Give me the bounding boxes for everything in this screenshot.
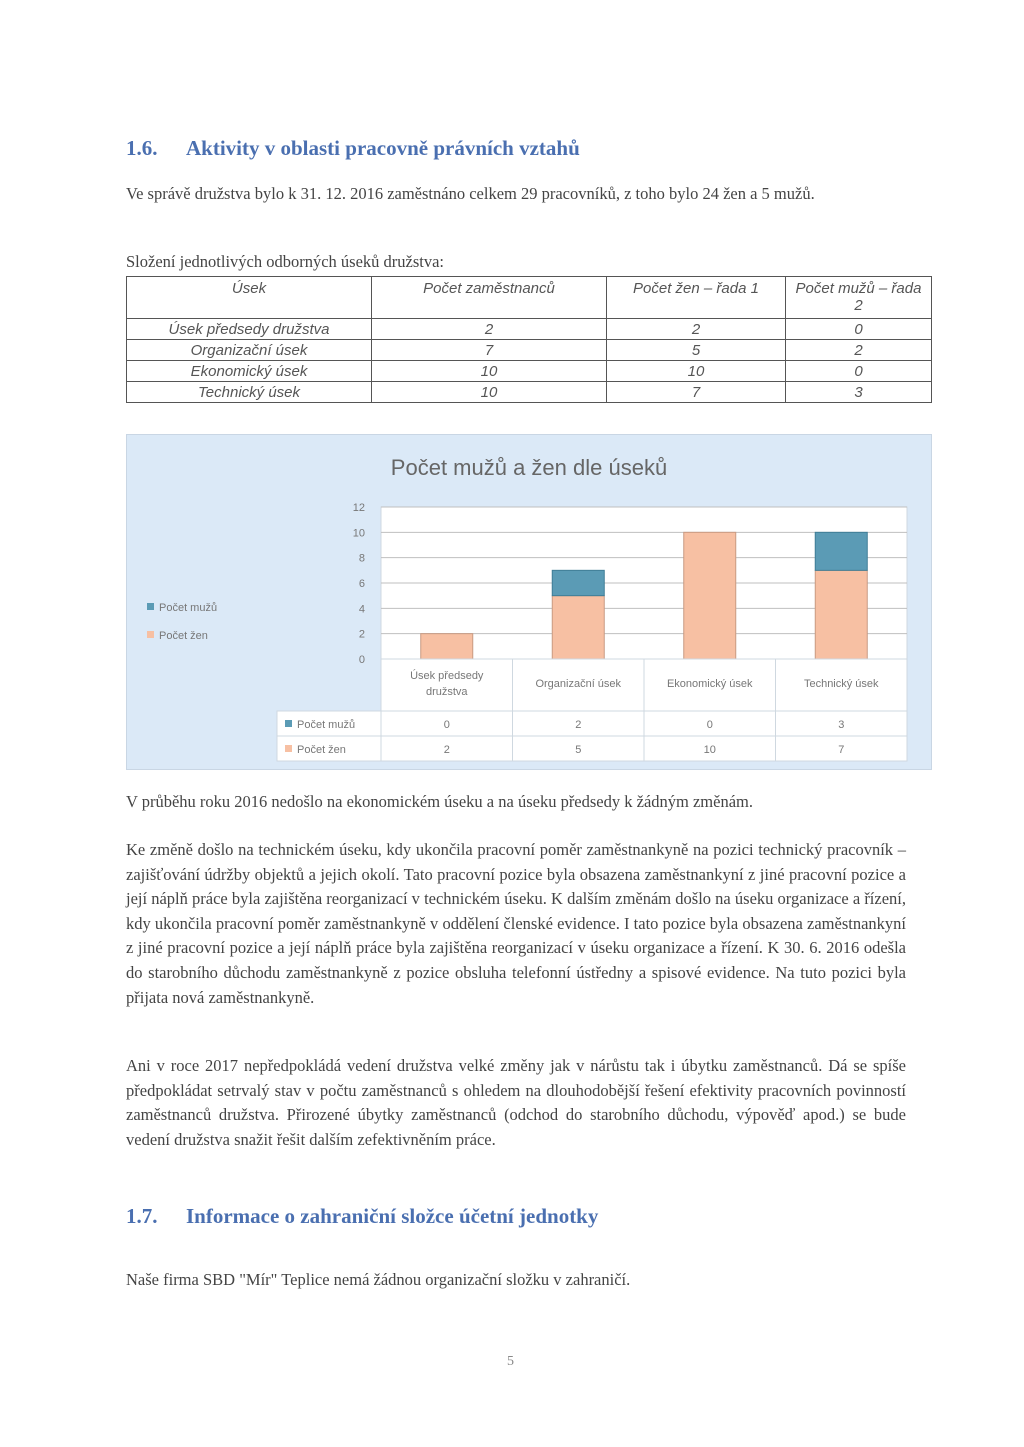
y-tick-label: 10 [352, 527, 365, 540]
page-number: 5 [507, 1354, 514, 1369]
table-row [127, 361, 932, 382]
stacked-bar-chart [127, 435, 931, 769]
section-1-7-heading [126, 1204, 598, 1229]
intro-paragraph: Ve správě družstva bylo k 31. 12. 2016 zaměstnáno celkem 29 pracovníků, z toho bylo 24 žen a 5 mužů. [126, 184, 815, 203]
table-row [127, 340, 932, 361]
table-value: 10 [703, 744, 716, 756]
x-category-label: Ekonomický úsek [666, 678, 753, 690]
y-tick-label: 12 [352, 502, 365, 514]
table-value: 2 [575, 719, 582, 731]
table-cell: Organizační úsek [127, 340, 372, 361]
x-category-label: Úsek předsedy [410, 670, 484, 682]
section-number: 1.7. [126, 1204, 158, 1228]
legend-label: Počet mužů [159, 602, 218, 614]
table-value: 0 [443, 719, 450, 731]
units-table [126, 276, 932, 403]
table-cell: Technický úsek [127, 382, 372, 403]
table-cell: 2 [786, 340, 932, 361]
table-row [127, 319, 932, 340]
table-caption: Složení jednotlivých odborných úseků družstva: [126, 252, 445, 271]
bar-men [552, 570, 604, 595]
table-cell: 7 [607, 382, 786, 403]
table-cell: 0 [786, 361, 932, 382]
bar-women [552, 596, 604, 659]
bar-women [684, 532, 736, 659]
bar-men [815, 532, 867, 570]
table-cell: 10 [372, 361, 607, 382]
table-header-row [127, 277, 932, 319]
chart-title: Počet mužů a žen dle úseků [390, 455, 668, 480]
table-cell: 10 [372, 382, 607, 403]
table-cell: 5 [607, 340, 786, 361]
y-tick-label: 0 [358, 654, 365, 666]
bar-women [421, 634, 473, 659]
table-cell: Úsek předsedy družstva [127, 319, 372, 340]
table-series-label: Počet žen [297, 744, 346, 756]
table-value: 2 [443, 744, 450, 756]
y-tick-label: 8 [358, 552, 365, 565]
y-tick-label: 2 [358, 628, 365, 641]
table-header: Počet zaměstnanců [372, 277, 607, 319]
table-cell: 10 [607, 361, 786, 382]
table-cell: 7 [372, 340, 607, 361]
paragraph-outlook: Ani v roce 2017 nepředpokládá vedení družstva velké změny jak v nárůstu tak i úbytku zaměstnanců. Dá se spíše předpokládat setrvalý stav v počtu zaměstnanců s ohledem na dlouhodobější řešení efektivity pracovních povinností zaměstnanců družstva. Přirozené úbytky zaměstnanců (odchod do starobního důchodu, výpověď apod.) se bude vedení družstva snažit řešit dalším zefektivněním práce. [126, 1056, 906, 1149]
section-title: Aktivity v oblasti pracovně právních vztahů [186, 136, 580, 160]
table-value: 3 [838, 719, 845, 731]
foreign-branch-paragraph: Naše firma SBD "Mír" Teplice nemá žádnou organizační složku v zahraničí. [126, 1270, 631, 1289]
table-cell: 2 [372, 319, 607, 340]
table-value: 0 [706, 719, 713, 731]
table-cell: 2 [607, 319, 786, 340]
table-cell: 3 [786, 382, 932, 403]
table-value: 7 [838, 744, 845, 756]
table-legend-key [285, 745, 292, 752]
legend-label: Počet žen [159, 630, 208, 642]
table-legend-key [285, 720, 292, 727]
x-category-label: Organizační úsek [535, 678, 622, 690]
section-1-6-heading [126, 136, 580, 161]
y-tick-label: 4 [358, 603, 365, 616]
chart-container [126, 434, 932, 770]
legend-key [147, 603, 154, 610]
table-header: Úsek [127, 277, 372, 319]
y-tick-label: 6 [358, 578, 365, 590]
table-cell: Ekonomický úsek [127, 361, 372, 382]
paragraph-no-changes: V průběhu roku 2016 nedošlo na ekonomickém úseku a na úseku předsedy k žádným změnám. [126, 792, 753, 811]
paragraph-changes: Ke změně došlo na technickém úseku, kdy ukončila pracovní poměr zaměstnankyně na pozici technický pracovník – zajišťování údržby objektů a jejich okolí. Tato pracovní pozice byla obsazena zaměstnankyní z jiné pracovní pozice a její náplň práce byla zajištěna reorganizací v technickém úseku. K dalším změnám došlo na úseku organizace a řízení, kdy ukončila pracovní poměr zaměstnankyně v oddělení členské evidence. I tato pozice byla obsazena zaměstnankyní z jiné pracovní pozice a její náplň práce byla zajištěna reorganizací v úseku organizace a řízení. K 30. 6. 2016 odešla do starobního důchodu zaměstnankyně z pozice obsluha telefonní ústředny a spisové evidence. Na tuto pozici byla přijata nová zaměstnankyně. [126, 840, 906, 1007]
table-value: 5 [575, 744, 582, 756]
x-category-label: družstva [425, 686, 468, 698]
table-header: Počet mužů – řada 2 [786, 277, 932, 319]
x-category-label: Technický úsek [803, 678, 879, 690]
section-title: Informace o zahraniční složce účetní jednotky [186, 1204, 599, 1228]
legend-key [147, 631, 154, 638]
table-row [127, 382, 932, 403]
table-series-label: Počet mužů [297, 719, 356, 731]
section-number: 1.6. [126, 136, 158, 160]
bar-women [815, 570, 867, 659]
table-header: Počet žen – řada 1 [607, 277, 786, 319]
table-cell: 0 [786, 319, 932, 340]
